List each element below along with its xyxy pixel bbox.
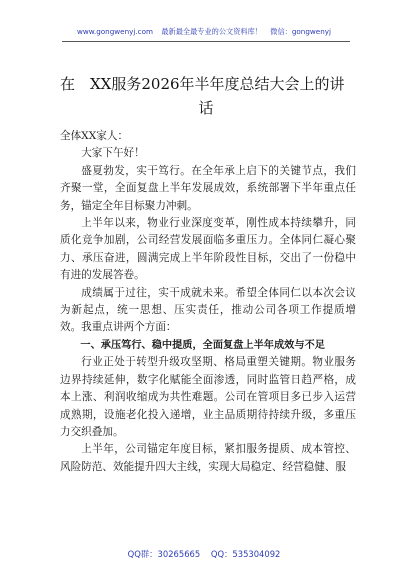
- document-title: [60, 72, 352, 120]
- header-site-link[interactable]: www.gongwenyj.com: [76, 27, 154, 36]
- paragraph-5: 上半年，公司锚定年度目标，紧扣服务提质、成本管控、风险防范、效能提升四大主线，实现大局稳定、经营稳健、服: [60, 443, 356, 473]
- header-slogan: 最新最全最专业的公文资料库！: [161, 27, 262, 36]
- paragraph-1: 盛夏勃发，实干笃行。在全年承上启下的关键节点，我们齐聚一堂，全面复盘上半年发展成效，系统部署下半年重点任务，锚定全年目标聚力冲刺。: [60, 164, 356, 212]
- title-line-1: 在 XX服务2026年半年度总结大会上的讲: [60, 75, 345, 93]
- footer-qq: QQ：535304092: [210, 549, 281, 559]
- page-footer: [0, 548, 408, 560]
- document-body: [60, 128, 356, 476]
- salutation: 全体XX家人：: [60, 130, 129, 142]
- greeting: 大家下午好！: [81, 147, 145, 160]
- page-header: [0, 27, 408, 37]
- paragraph-2: 上半年以来，物业行业深度变革，刚性成本持续攀升，同质化竞争加剧，公司经营发展面临多重压力。全体同仁凝心聚力、承压奋进，圆满完成上半年阶段性目标，交出了一份稳中有进的发展答卷。: [60, 217, 356, 282]
- header-divider: [62, 41, 350, 42]
- paragraph-4: 行业正处于转型升级攻坚期、格局重塑关键期。物业服务边界持续延伸，数字化赋能全面渗透，同时监管日趋严格，成本上涨、利润收缩成为共性难题。公司在管项目多已步入运营成熟期，设施老化投入递增，业主品质期待持续升级，多重压力交织叠加。: [60, 356, 356, 438]
- title-line-2: 话: [198, 99, 214, 117]
- paragraph-3: 成绩属于过往，实干成就未来。希望全体同仁以本次会议为新起点，统一思想、压实责任，推动公司各项工作提质增效。我重点讲两个方面：: [60, 286, 356, 334]
- footer-qq-group: QQ群：30265665: [127, 549, 201, 559]
- header-wechat: 微信：gongwenyj: [270, 27, 332, 36]
- section-heading-1: 一、承压笃行、稳中提质，全面复盘上半年成效与不足: [80, 339, 325, 351]
